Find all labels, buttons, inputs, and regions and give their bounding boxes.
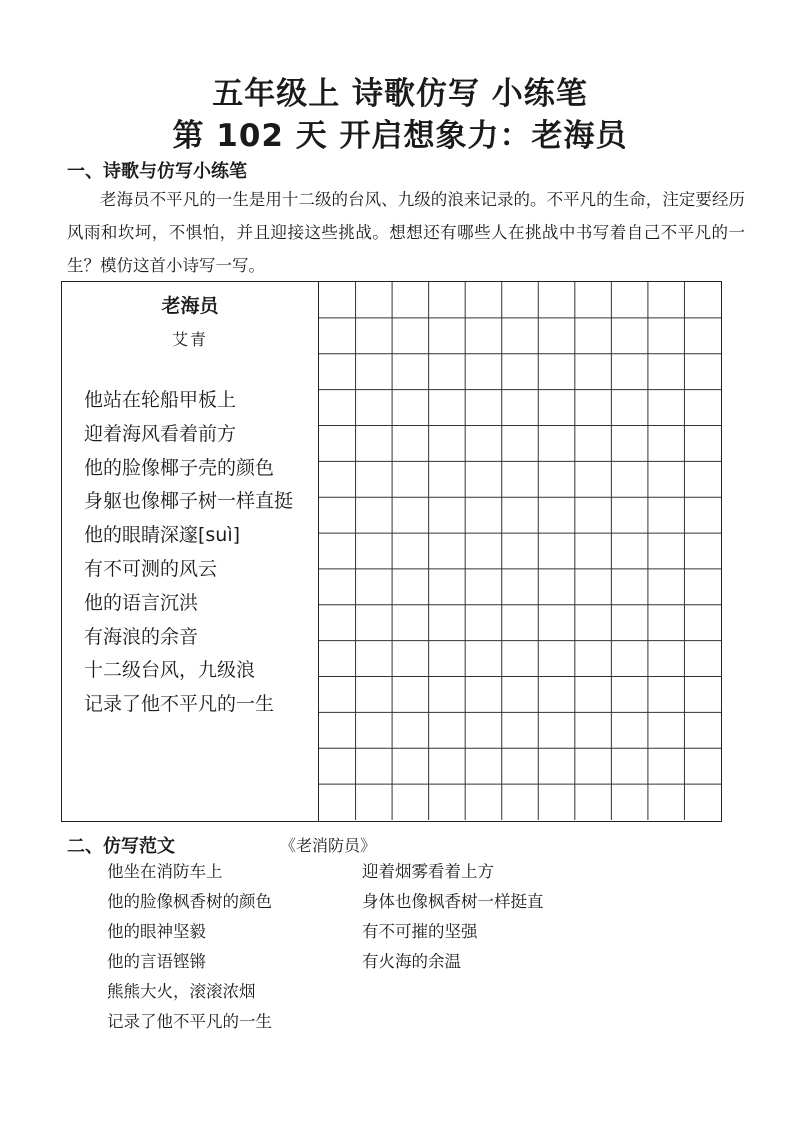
poem-line: 身躯也像椰子树一样直挺 [84, 490, 294, 513]
poem-line: 他的眼睛深邃[suì] [84, 524, 241, 547]
model-poem-line: 他坐在消防车上 [107, 862, 223, 881]
poem-line: 迎着海风看着前方 [84, 422, 237, 445]
poem-author: 艾青 [171, 330, 208, 349]
section-heading-model: 二、仿写范文 [67, 836, 175, 857]
poem-line: 记录了他不平凡的一生 [84, 693, 275, 716]
poem-line: 有海浪的余音 [84, 625, 199, 648]
poem-line: 他的脸像椰子壳的颜色 [84, 456, 275, 479]
poem-line: 十二级台风，九级浪 [84, 659, 256, 682]
poem-panel [62, 282, 319, 821]
model-poem-left-column [107, 857, 272, 1037]
worksheet-title: 五年级上 诗歌仿写 小练笔 [212, 76, 588, 112]
model-poem-line: 有火海的余温 [362, 952, 461, 971]
model-poem-line: 他的眼神坚毅 [107, 922, 206, 941]
worksheet-subtitle: 第 102 天 开启想象力：老海员 [172, 118, 628, 154]
poem-line: 他站在轮船甲板上 [84, 389, 237, 411]
poem-line: 他的语言沉洪 [84, 591, 199, 614]
poem-lines [84, 384, 293, 722]
model-poem-line: 记录了他不平凡的一生 [107, 1012, 272, 1031]
model-poem-line: 熊熊大火，滚滚浓烟 [107, 982, 256, 1001]
model-poem-line: 有不可摧的坚强 [362, 922, 478, 941]
model-poem-line: 身体也像枫香树一样挺直 [362, 892, 544, 911]
model-poem-title: 《老消防员》 [280, 836, 377, 855]
section-intro-text: 老海员不平凡的一生是用十二级的台风、九级的浪来记录的。不平凡的生命，注定要经历风雨和坎坷，不惧怕，并且迎接这些挑战。想想还有哪些人在挑战中书写着自己不平凡的一生？模仿这首小诗写一写。 [67, 190, 745, 275]
writing-grid[interactable] [319, 282, 721, 820]
section-heading-poem: 一、诗歌与仿写小练笔 [67, 161, 247, 182]
poem-practice-frame [61, 281, 722, 822]
poem-line: 有不可测的风云 [84, 557, 218, 580]
poem-title: 老海员 [161, 295, 219, 317]
model-poem-right-column [362, 857, 544, 977]
model-poem-line: 他的言语铿锵 [107, 952, 206, 971]
model-poem-line: 迎着烟雾看着上方 [362, 862, 494, 881]
model-poem-line: 他的脸像枫香树的颜色 [107, 892, 272, 911]
